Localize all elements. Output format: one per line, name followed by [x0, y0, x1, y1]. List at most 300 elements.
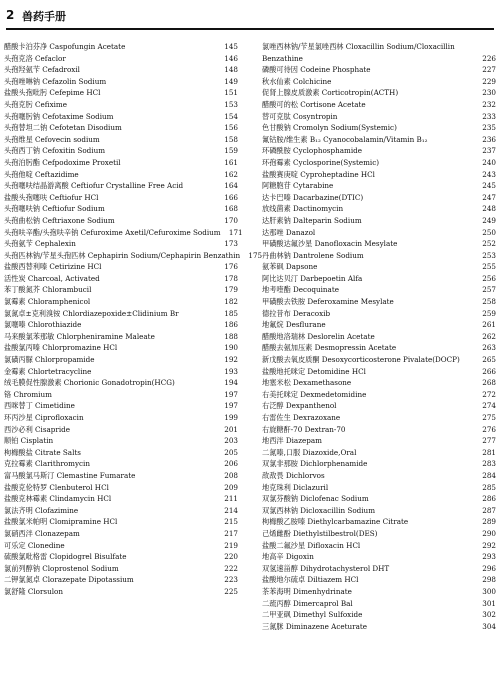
entry-page-number: 206 [224, 459, 238, 469]
entry-name: 磷酸可待因 Codeine Phosphate [262, 65, 371, 75]
index-entry [262, 99, 496, 111]
index-entry [262, 169, 496, 181]
entry-name: 氰钴胺/维生素 B₁₂ Cyanocobalamin/Vitamin B₁₂ [262, 134, 428, 144]
entry-name: 己烯雌酚 Diethylstilbestrol(DES) [262, 528, 378, 538]
index-entry [262, 203, 496, 215]
entry-name: 盐酸地托咪定 Detomidine HCl [262, 366, 366, 376]
entry-name: 西咪替丁 Cimetidine [4, 401, 75, 411]
entry-page-number: 265 [482, 355, 496, 365]
index-entry [262, 447, 496, 459]
index-entry [4, 354, 238, 366]
index-entry [4, 389, 238, 401]
entry-name: 双氯非那胺 Dichlorphenamide [262, 459, 368, 469]
entry-page-number: 250 [482, 227, 496, 237]
index-entry [4, 424, 238, 436]
entry-page-number: 225 [224, 586, 238, 596]
page-header [6, 4, 494, 30]
entry-name: 头孢氨苄 Cephalexin [4, 239, 76, 249]
entry-page-number: 276 [482, 424, 496, 434]
entry-name: 苯丁酸氮芥 Chlorambucil [4, 285, 92, 295]
index-entry [262, 424, 496, 436]
entry-page-number: 235 [482, 123, 496, 133]
entry-page-number: 205 [224, 447, 238, 457]
entry-page-number: 227 [482, 65, 496, 75]
index-entry [262, 528, 496, 540]
entry-page-number: 233 [482, 111, 496, 121]
entry-page-number: 232 [482, 99, 496, 109]
entry-name: 丹曲林钠 Dantrolene Sodium [262, 250, 364, 260]
page-number: 2 [6, 8, 15, 22]
entry-name: 二氮嗪,口服 Diazoxide,Oral [262, 447, 357, 457]
entry-page-number: 257 [482, 285, 496, 295]
entry-name: 盐酸氯丙嗪 Chlorpromazine HCl [4, 343, 118, 353]
entry-name: 绒毛膜促性腺激素 Chorionic Gonadotropin(HCG) [4, 378, 175, 388]
index-entry [4, 574, 238, 586]
entry-name: 双氯芬酸钠 Diclofenac Sodium [262, 494, 369, 504]
entry-page-number: 178 [224, 273, 238, 283]
entry-name: 醋酸地洛瑞林 Deslorelin Acetate [262, 331, 375, 341]
entry-page-number: 281 [482, 447, 496, 457]
entry-page-number: 287 [482, 505, 496, 515]
entry-page-number: 298 [482, 575, 496, 585]
index-entry [4, 296, 238, 308]
index-entry [262, 145, 496, 157]
entry-name: 甲磺酸达氟沙星 Danofloxacin Mesylate [262, 239, 398, 249]
entry-page-number: 252 [482, 239, 496, 249]
entry-page-number: 259 [482, 308, 496, 318]
entry-name: 达卡巴嗪 Dacarbazine(DTIC) [262, 192, 364, 202]
index-entry [4, 134, 238, 146]
entry-name: 头孢他啶 Ceftazidime [4, 169, 79, 179]
entry-name: 环丙沙星 Ciprofloxacin [4, 413, 84, 422]
entry-page-number: 243 [482, 169, 496, 179]
index-entry [262, 308, 496, 320]
index-entry [262, 551, 496, 563]
entry-name: 氯氮卓±克利溴铵 Chlordiazepoxide±Clidinium Br [4, 308, 179, 318]
entry-name: 阿糖胞苷 Cytarabine [262, 181, 334, 191]
index-entry [262, 435, 496, 447]
index-column-left [4, 41, 263, 598]
entry-name: 环磷酰胺 Cyclophosphamide [262, 146, 362, 156]
index-entry [262, 122, 496, 134]
entry-page-number: 240 [482, 157, 496, 167]
entry-page-number: 292 [482, 540, 496, 550]
entry-page-number: 219 [224, 540, 238, 550]
index-entry [262, 516, 496, 528]
index-entry [4, 261, 238, 273]
index-entry [4, 516, 238, 528]
index-column-right [262, 41, 496, 632]
index-entry [262, 366, 496, 378]
entry-page-number: 190 [224, 343, 238, 353]
entry-name: 铬 Chromium [4, 389, 52, 399]
index-entry [4, 563, 238, 575]
entry-page-number: 284 [482, 470, 496, 480]
entry-name: 地氟烷 Desflurane [262, 320, 326, 330]
entry-name: 右泛醇 Dexpanthenol [262, 401, 337, 411]
index-entry [4, 482, 238, 494]
entry-name: 氯舒隆 Clorsulon [4, 586, 63, 596]
entry-page-number: 161 [224, 157, 238, 167]
index-entry [262, 354, 496, 366]
index-entry [4, 505, 238, 517]
index-entry [4, 458, 238, 470]
entry-page-number: 274 [482, 401, 496, 411]
index-entry [4, 111, 238, 123]
index-entry [262, 482, 496, 494]
entry-name: 头孢呋辛酯/头孢呋辛钠 Cefuroxime Axetil/Cefuroxime Sodium [4, 227, 221, 237]
entry-name: 盐酸头孢吡肟 Cefepime HCl [4, 88, 101, 98]
index-entry [262, 331, 496, 343]
entry-page-number: 223 [224, 575, 238, 585]
entry-page-number: 230 [482, 88, 496, 98]
entry-page-number: 248 [482, 204, 496, 214]
index-entry [262, 215, 496, 227]
entry-page-number: 277 [482, 436, 496, 446]
entry-name: 头孢噻呋钠 Ceftiofur Sodium [4, 204, 105, 214]
entry-page-number: 148 [224, 65, 238, 75]
entry-name: 茶苯海明 Dimenhydrinate [262, 586, 352, 596]
index-entry [4, 203, 238, 215]
index-entry [4, 250, 263, 262]
entry-name: 地克珠利 Diclazuril [262, 482, 329, 492]
entry-page-number: 199 [224, 413, 238, 422]
entry-page-number: 258 [482, 297, 496, 307]
entry-name: 氯霉素 Chloramphenicol [4, 297, 91, 307]
index-entry [262, 377, 496, 389]
index-entry [262, 505, 496, 517]
entry-name: 西沙必利 Cisapride [4, 424, 70, 434]
entry-name: 氯唑西林钠/苄星氯唑西林 Cloxacillin Sodium/Cloxacillin Benzathine [262, 42, 455, 63]
entry-name: 氨苯砜 Dapsone [262, 262, 318, 272]
index-entry [4, 192, 238, 204]
index-entry [262, 586, 496, 598]
index-entry [4, 145, 238, 157]
index-entry [262, 609, 496, 621]
entry-name: 头孢替坦二钠 Cefotetan Disodium [4, 123, 122, 133]
index-entry [4, 412, 238, 424]
index-entry [4, 377, 238, 389]
entry-name: 放线菌素 Dactinomycin [262, 204, 344, 214]
entry-page-number: 255 [482, 262, 496, 272]
entry-page-number: 176 [224, 262, 238, 272]
index-entry [262, 261, 496, 273]
entry-name: 硫酸氯吡格雷 Clopidogrel Bisulfate [4, 552, 127, 562]
index-entry [262, 76, 496, 88]
entry-page-number: 211 [224, 494, 238, 504]
index-entry [4, 319, 238, 331]
index-entry [4, 366, 238, 378]
index-entry [262, 296, 496, 308]
entry-page-number: 217 [224, 528, 238, 538]
entry-name: 氯噻嗪 Chlorothiazide [4, 320, 82, 330]
entry-name: 金霉素 Chlortetracycline [4, 366, 92, 376]
entry-name: 达肝素钠 Dalteparin Sodium [262, 215, 362, 225]
index-entry [262, 493, 496, 505]
index-entry [262, 250, 496, 262]
entry-name: 地西泮 Diazepam [262, 436, 322, 446]
entry-page-number: 237 [482, 146, 496, 156]
entry-name: 敌敌畏 Dichlorvos [262, 470, 325, 480]
index-entry [4, 528, 238, 540]
entry-name: 氯磺丙脲 Chlorpropamide [4, 355, 95, 365]
index-entry [4, 400, 238, 412]
entry-page-number: 289 [482, 517, 496, 527]
entry-name: 头孢泊肟酯 Cefpodoxime Proxetil [4, 157, 121, 167]
entry-page-number: 146 [224, 53, 238, 63]
entry-page-number: 171 [228, 227, 243, 237]
entry-page-number: 179 [224, 285, 238, 295]
index-entry [4, 157, 238, 169]
entry-page-number: 193 [224, 366, 238, 376]
entry-page-number: 153 [224, 99, 238, 109]
index-entry [262, 238, 496, 250]
entry-name: 头孢克肟 Cefixime [4, 99, 68, 109]
entry-name: 盐酸二氟沙星 Difloxacin HCl [262, 540, 361, 550]
entry-page-number: 182 [224, 297, 238, 307]
entry-page-number: 145 [224, 42, 238, 51]
entry-page-number: 149 [224, 76, 238, 86]
index-entry [4, 122, 238, 134]
index-entry [4, 540, 238, 552]
entry-page-number: 296 [482, 563, 496, 573]
entry-name: 右雷佐生 Dexrazoxane [262, 413, 341, 422]
entry-page-number: 215 [224, 517, 238, 527]
entry-page-number: 201 [224, 424, 238, 434]
index-entry [262, 574, 496, 586]
entry-page-number: 290 [482, 528, 496, 538]
entry-page-number: 203 [224, 436, 238, 446]
entry-name: 枸橼酸乙胺嗪 Diethylcarbamazine Citrate [262, 517, 409, 527]
entry-page-number: 226 [482, 53, 496, 63]
entry-page-number: 262 [482, 331, 496, 341]
index-entry [4, 53, 238, 65]
entry-name: 盐酸氯米帕明 Clomipramine HCl [4, 517, 118, 527]
index-entry [262, 412, 496, 424]
entry-name: 双氯西林钠 Dicloxacillin Sodium [262, 505, 376, 515]
entry-page-number: 175 [248, 250, 263, 260]
entry-name: 盐酸头孢噻呋 Ceftiofur HCl [4, 192, 99, 202]
entry-name: 地考喹酯 Decoquinate [262, 285, 339, 295]
index-entry [262, 134, 496, 146]
index-entry [4, 551, 238, 563]
index-entry [262, 319, 496, 331]
entry-name: 醋酸可的松 Cortisone Acetate [262, 99, 366, 109]
entry-name: 活性炭 Charcoal, Activated [4, 273, 100, 283]
entry-name: 马来酸氯苯那敏 Chlorpheniramine Maleate [4, 331, 155, 341]
index-entry [262, 563, 496, 575]
entry-page-number: 286 [482, 494, 496, 504]
index-entry [262, 192, 496, 204]
entry-page-number: 245 [482, 181, 496, 191]
entry-name: 盐酸克林霉素 Clindamycin HCl [4, 494, 112, 504]
entry-name: 头孢噻呋结晶游离酸 Ceftiofur Crystalline Free Acid [4, 181, 184, 191]
index-entry [262, 621, 496, 633]
entry-name: 克拉霉素 Clarithromycin [4, 459, 90, 469]
entry-page-number: 275 [482, 413, 496, 422]
entry-page-number: 253 [482, 250, 496, 260]
entry-name: 促肾上腺皮质激素 Corticotropin(ACTH) [262, 88, 399, 98]
index-entry [262, 87, 496, 99]
index-entry [4, 586, 238, 598]
entry-page-number: 263 [482, 343, 496, 353]
entry-name: 二甲亚砜 Dimethyl Sulfoxide [262, 610, 363, 620]
entry-name: 二钾氯氮卓 Clorazepate Dipotassium [4, 575, 134, 585]
index-entry [262, 389, 496, 401]
index-entry [262, 284, 496, 296]
entry-page-number: 170 [224, 215, 238, 225]
index-entry [262, 458, 496, 470]
entry-name: 头孢羟氨苄 Cefadroxil [4, 65, 80, 75]
entry-page-number: 188 [224, 331, 238, 341]
entry-name: 秋水仙素 Colchicine [262, 76, 332, 86]
entry-page-number: 220 [224, 552, 238, 562]
entry-name: 醋酸去氨加压素 Desmopressin Acetate [262, 343, 397, 353]
index-entry [4, 87, 238, 99]
entry-name: 头孢克洛 Cefaclor [4, 53, 66, 63]
entry-page-number: 249 [482, 215, 496, 225]
index-entry [262, 41, 496, 64]
index-entry [262, 64, 496, 76]
entry-page-number: 302 [482, 610, 496, 620]
entry-name: 头孢曲松钠 Ceftriaxone Sodium [4, 215, 115, 225]
entry-page-number: 197 [224, 401, 238, 411]
entry-name: 可乐定 Clonedine [4, 540, 65, 550]
entry-name: 双氢速甾醇 Dihydrotachysterol DHT [262, 563, 390, 573]
index-entry [4, 227, 243, 239]
index-entry [262, 400, 496, 412]
index-entry [262, 180, 496, 192]
index-entry [4, 470, 238, 482]
entry-page-number: 151 [224, 88, 238, 98]
index-entry [4, 180, 238, 192]
index-entry [4, 238, 238, 250]
entry-page-number: 154 [224, 111, 238, 121]
entry-name: 三氮脒 Diminazene Aceturate [262, 621, 367, 631]
index-entry [4, 342, 238, 354]
entry-name: 甲磺酸去铁胺 Deferoxamine Mesylate [262, 297, 394, 307]
entry-name: 头孢唑啉钠 Cefazolin Sodium [4, 76, 107, 86]
entry-name: 头孢噻肟钠 Cefotaxime Sodium [4, 111, 114, 121]
index-entry [262, 111, 496, 123]
entry-name: 头孢维星 Cefovecin sodium [4, 134, 100, 144]
entry-name: 色甘酸钠 Cromolyn Sodium(Systemic) [262, 123, 397, 133]
index-entry [262, 157, 496, 169]
entry-page-number: 214 [224, 505, 238, 515]
entry-name: 德拉昔布 Deracoxib [262, 308, 331, 318]
entry-page-number: 197 [224, 389, 238, 399]
index-entry [4, 76, 238, 88]
entry-page-number: 266 [482, 366, 496, 376]
entry-page-number: 159 [224, 146, 238, 156]
index-entry [4, 284, 238, 296]
index-entry [262, 273, 496, 285]
entry-page-number: 162 [224, 169, 238, 179]
entry-page-number: 236 [482, 134, 496, 144]
entry-name: 头孢匹林钠/苄星头孢匹林 Cephapirin Sodium/Cephapirin Benzathin [4, 250, 241, 260]
entry-name: 顺铂 Cisplatin [4, 436, 54, 446]
entry-page-number: 158 [224, 134, 238, 144]
entry-page-number: 293 [482, 552, 496, 562]
index-entry [4, 447, 238, 459]
index-entry [262, 470, 496, 482]
entry-page-number: 285 [482, 482, 496, 492]
entry-name: 右旋糖酐-70 Dextran-70 [262, 424, 346, 434]
entry-page-number: 301 [482, 598, 496, 608]
entry-name: 氯前列醇钠 Cloprostenol Sodium [4, 563, 119, 573]
index-entry [262, 227, 496, 239]
entry-page-number: 283 [482, 459, 496, 469]
entry-name: 右美托咪定 Dexmedetomidine [262, 389, 367, 399]
index-entry [4, 435, 238, 447]
entry-name: 头孢西丁钠 Cefoxitin Sodium [4, 146, 106, 156]
book-title: 兽药手册 [22, 10, 66, 23]
entry-page-number: 168 [224, 204, 238, 214]
entry-name: 枸橼酸盐 Citrate Salts [4, 447, 81, 457]
entry-name: 替可克肽 Cosyntropin [262, 111, 338, 121]
index-entry [4, 273, 238, 285]
entry-page-number: 272 [482, 389, 496, 399]
index-entry [4, 41, 238, 53]
entry-page-number: 166 [224, 192, 238, 202]
index-entry [4, 169, 238, 181]
entry-name: 新戊酸去氧皮质酮 Desoxycorticosterone Pivalate(DOCP) [262, 355, 460, 365]
entry-name: 环孢霉素 Cyclosporine(Systemic) [262, 157, 380, 167]
entry-name: 盐酸西替利嗪 Cetirizine HCl [4, 262, 102, 272]
entry-page-number: 300 [482, 586, 496, 596]
entry-page-number: 209 [224, 482, 238, 492]
index-entry [4, 99, 238, 111]
index-entry [4, 493, 238, 505]
entry-page-number: 164 [224, 181, 238, 191]
entry-name: 地塞米松 Dexamethasone [262, 378, 352, 388]
entry-name: 盐酸克伦特罗 Clenbuterol HCl [4, 482, 109, 492]
entry-name: 阿比达贝汀 Darbepoetin Alfa [262, 273, 363, 283]
index-entry [4, 308, 238, 320]
index-entry [4, 331, 238, 343]
entry-name: 氯法齐明 Clofazimine [4, 505, 79, 515]
entry-name: 氯硝西泮 Clonazepam [4, 528, 80, 538]
entry-page-number: 192 [224, 355, 238, 365]
entry-page-number: 208 [224, 470, 238, 480]
index-entry [262, 598, 496, 610]
entry-page-number: 156 [224, 123, 238, 133]
entry-name: 二巯丙醇 Dimercaprol Bal [262, 598, 353, 608]
entry-name: 地高辛 Digoxin [262, 552, 314, 562]
index-entry [4, 64, 238, 76]
entry-page-number: 268 [482, 378, 496, 388]
entry-name: 盐酸赛庚啶 Cyproheptadine HCl [262, 169, 375, 179]
entry-page-number: 261 [482, 320, 496, 330]
entry-name: 富马酸氯马斯汀 Clemastine Fumarate [4, 470, 136, 480]
entry-page-number: 186 [224, 320, 238, 330]
header-rule [6, 28, 494, 30]
entry-name: 醋酸卡泊芬净 Caspofungin Acetate [4, 42, 126, 51]
entry-page-number: 194 [224, 378, 238, 388]
entry-page-number: 304 [482, 621, 496, 631]
entry-page-number: 229 [482, 76, 496, 86]
entry-page-number: 256 [482, 273, 496, 283]
entry-page-number: 185 [224, 308, 238, 318]
entry-page-number: 247 [482, 192, 496, 202]
entry-name: 达那唑 Danazol [262, 227, 316, 237]
index-entry [262, 540, 496, 552]
entry-page-number: 173 [224, 239, 238, 249]
index-entry [262, 342, 496, 354]
entry-name: 盐酸地尔硫卓 Diltiazem HCl [262, 575, 359, 585]
entry-page-number: 222 [224, 563, 238, 573]
index-entry [4, 215, 238, 227]
